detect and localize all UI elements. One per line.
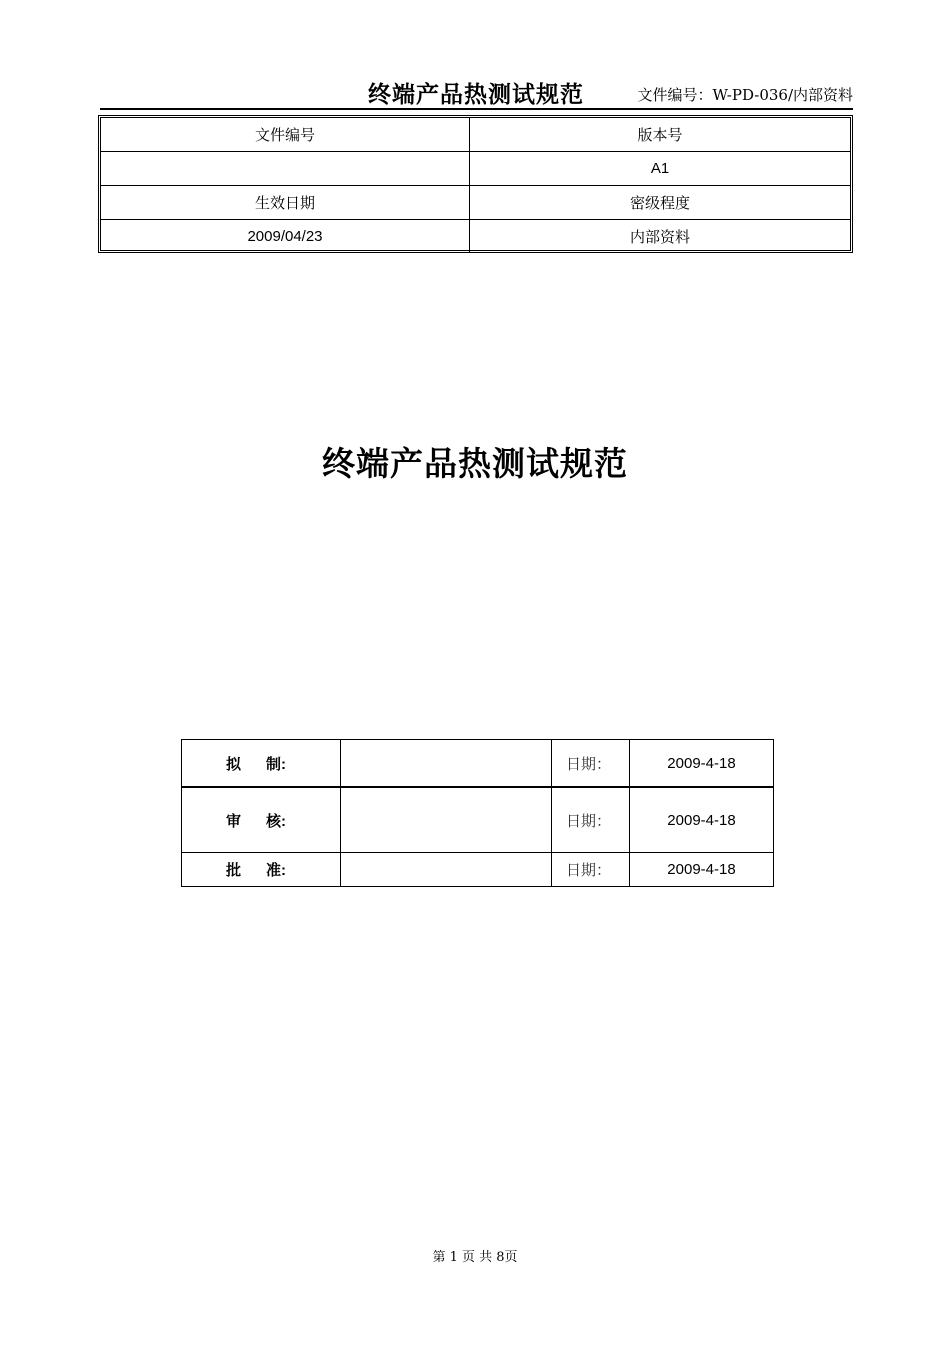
page-number-footer: 第 1 页 共 8页 — [432, 1250, 518, 1265]
reviewed-date: 2009-4-18 — [630, 787, 774, 853]
table-row — [182, 740, 774, 788]
effective-date-label: 生效日期 — [101, 186, 470, 220]
table-row — [182, 787, 774, 853]
document-title: 终端产品热测试规范 — [322, 444, 628, 483]
table-row — [101, 186, 850, 220]
effective-date-value: 2009/04/23 — [101, 220, 470, 254]
approved-by-signature — [341, 853, 552, 887]
table-row — [101, 118, 850, 152]
table-row — [182, 853, 774, 887]
table-row — [101, 220, 850, 254]
header-doc-number: 文件编号：W-PD-036/内部资料 — [637, 86, 853, 104]
approved-by-label: 批 准: — [182, 853, 341, 887]
doc-number-label: 文件编号 — [101, 118, 470, 152]
approved-date: 2009-4-18 — [630, 853, 774, 887]
doc-number-value — [101, 152, 470, 186]
drafted-by-label: 拟 制: — [182, 740, 341, 788]
version-value: A1 — [470, 152, 851, 186]
document-info-table — [98, 115, 853, 253]
date-label: 日期： — [552, 787, 630, 853]
reviewed-by-label: 审 核: — [182, 787, 341, 853]
approval-table — [181, 739, 774, 887]
date-label: 日期： — [552, 740, 630, 788]
table-row — [101, 152, 850, 186]
reviewed-by-signature — [341, 787, 552, 853]
date-label: 日期： — [552, 853, 630, 887]
version-label: 版本号 — [470, 118, 851, 152]
drafted-by-signature — [341, 740, 552, 788]
security-level-label: 密级程度 — [470, 186, 851, 220]
page-header — [100, 74, 853, 108]
drafted-date: 2009-4-18 — [630, 740, 774, 788]
header-title: 终端产品热测试规范 — [368, 81, 584, 108]
header-divider — [100, 108, 853, 110]
security-level-value: 内部资料 — [470, 220, 851, 254]
